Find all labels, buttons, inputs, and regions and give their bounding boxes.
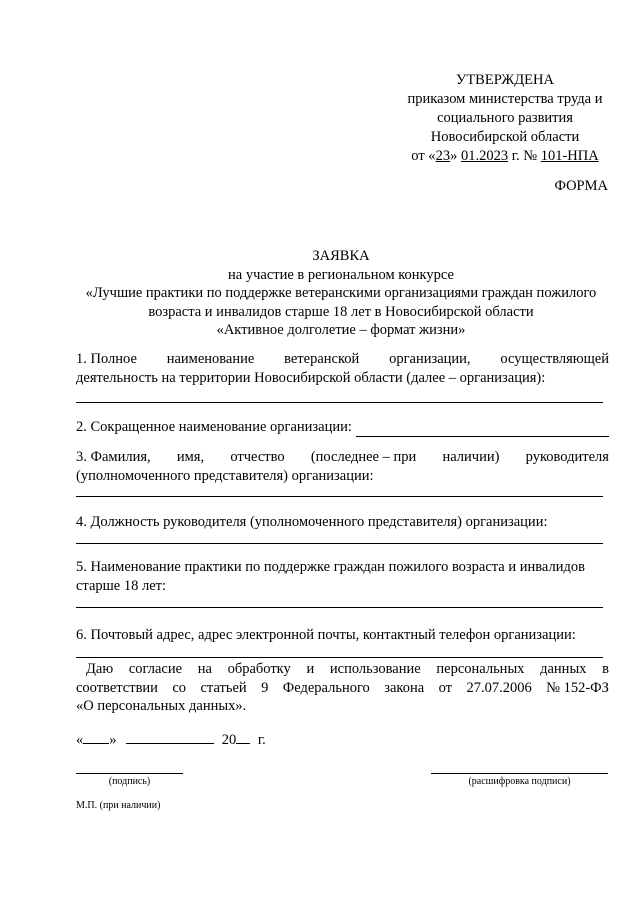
item-4 [76,513,609,532]
approval-date-mid: » [450,148,461,164]
consent-word: согласие [128,661,183,677]
consent-word: закона [384,679,425,696]
item-1-word: организации, [389,351,471,367]
approval-date-day: 23 [435,148,451,164]
item-2 [76,418,609,437]
consent-line-3: «О персональных данных». [76,698,247,714]
signature-decoding-field[interactable] [431,773,608,774]
item-2-answer-field[interactable] [356,422,609,437]
item-6-answer-field[interactable] [76,657,603,658]
item-1-word: осуществляющей [500,351,609,367]
item-3-word: имя, [176,449,205,465]
item-3-word: 3. Фамилия, [76,449,151,465]
consent-word: статьей [200,679,247,696]
stamp-note: М.П. (при наличии) [76,800,161,811]
item-4-label: 4. Должность руководителя (уполномоченного представителя) организации: [76,514,548,530]
consent-word: 9 [261,679,269,696]
consent-word: № 152-ФЗ [546,679,609,696]
item-1-word: ветеранской [284,351,360,367]
approval-block [380,71,630,166]
item-2-row [76,418,609,437]
consent-word: 27.07.2006 [466,679,532,696]
item-2-label: 2. Сокращенное наименование организации: [76,419,352,435]
form-label: ФОРМА [554,178,608,194]
item-1-line-1 [76,350,609,369]
item-4-answer-field[interactable] [76,543,603,544]
item-1-word: 1. Полное [76,351,137,367]
item-1-word: наименование [166,351,255,367]
consent-word: Даю [86,661,114,677]
year-field[interactable] [236,731,250,744]
signature-field[interactable] [76,773,183,774]
item-6 [76,626,609,645]
consent-word: соответствии [76,679,158,696]
signature-label: (подпись) [108,776,151,787]
consent-word: данных [540,661,587,677]
approval-heading: УТВЕРЖДЕНА [456,72,554,88]
approval-line-4: Новосибирской области [430,129,580,145]
consent-word: использование [329,661,421,677]
date-close-quote: » [109,732,117,748]
consent-paragraph [76,660,609,716]
item-3-word: (последнее – при [310,449,417,465]
item-1 [76,350,609,387]
item-5-line-2: старше 18 лет: [76,577,167,594]
title-line-3: «Лучшие практики по поддержке ветеранскими организациями граждан пожилого [85,285,597,301]
date-century: 20 [221,732,237,748]
month-field[interactable] [126,731,214,744]
approval-number: 101-НПА [540,148,599,164]
approval-line-3: социального развития [437,110,573,126]
consent-word: и [306,661,315,677]
title-heading: ЗАЯВКА [312,248,370,264]
item-3 [76,448,609,485]
item-1-answer-field[interactable] [76,402,603,403]
item-3-word: руководителя [525,449,609,465]
approval-date-month-year: 01.2023 [460,148,509,164]
consent-word: обработку [227,661,291,677]
item-6-label: 6. Почтовый адрес, адрес электронной почты, контактный телефон организации: [76,627,576,643]
date-open-quote: « [76,732,84,748]
date-line [76,731,266,749]
title-line-4: возраста и инвалидов старше 18 лет в Новосибирской области [148,303,534,320]
consent-line-2 [76,679,609,698]
item-3-line-1 [76,448,609,467]
item-3-word: наличии) [442,449,500,465]
consent-word: в [602,661,609,677]
title-line-2: на участие в региональном конкурсе [228,266,454,283]
item-5-line-1: 5. Наименование практики по поддержке граждан пожилого возраста и инвалидов [76,559,585,575]
approval-date-line [380,147,630,166]
consent-line-1 [76,660,609,679]
item-3-line-2: (уполномоченного представителя) организации: [76,467,374,484]
day-field[interactable] [83,731,109,744]
date-suffix: г. [257,732,266,748]
consent-word: от [438,679,453,696]
title-line-5: «Активное долголетие – формат жизни» [216,322,466,338]
approval-date-suffix: г. № [508,148,541,164]
consent-word: на [197,661,212,677]
item-1-line-2: деятельность на территории Новосибирской области (далее – организация): [76,369,546,386]
consent-word: Федерального [282,679,370,696]
item-5 [76,558,609,595]
item-5-answer-field[interactable] [76,607,603,608]
application-title-block [74,247,608,340]
approval-line-2: приказом министерства труда и [407,91,603,107]
item-3-answer-field[interactable] [76,496,603,497]
signature-decoding-label: (расшифровка подписи) [468,776,571,787]
item-3-word: отчество [230,449,285,465]
approval-date-prefix: от « [411,148,436,164]
consent-word: персональных [436,661,525,677]
consent-word: со [172,679,187,696]
